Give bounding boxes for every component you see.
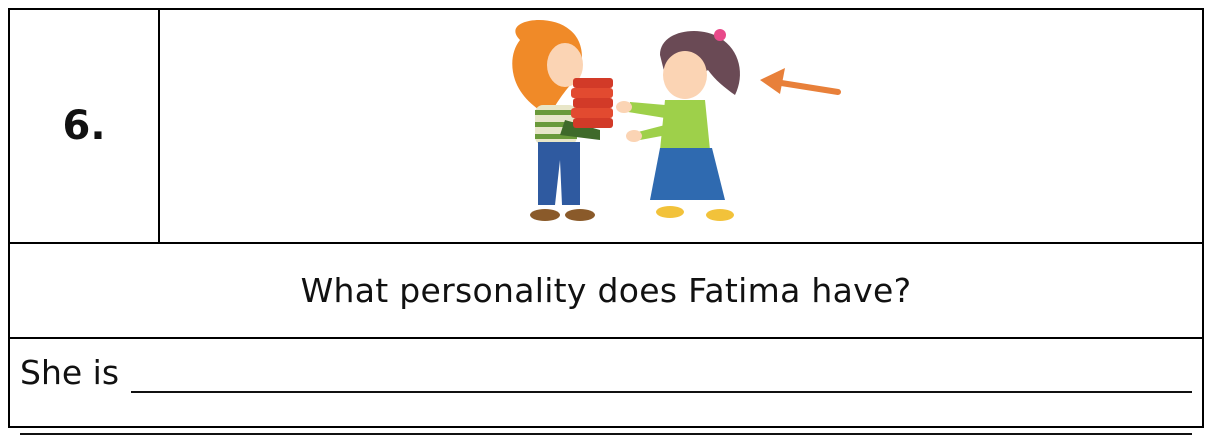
question-text: What personality does Fatima have? — [300, 271, 912, 310]
boy-figure — [512, 20, 613, 221]
question-table — [8, 8, 1204, 428]
question-number: 6. — [62, 103, 106, 149]
answer-line-1 — [20, 353, 1192, 393]
arrow-icon — [760, 68, 838, 94]
girl-figure — [616, 29, 740, 221]
answer-blank-1[interactable] — [131, 357, 1192, 393]
illustration-cell — [160, 10, 1202, 242]
kids-illustration — [160, 10, 1202, 242]
answer-area — [10, 339, 1202, 428]
answer-prefix: She is — [20, 353, 120, 392]
